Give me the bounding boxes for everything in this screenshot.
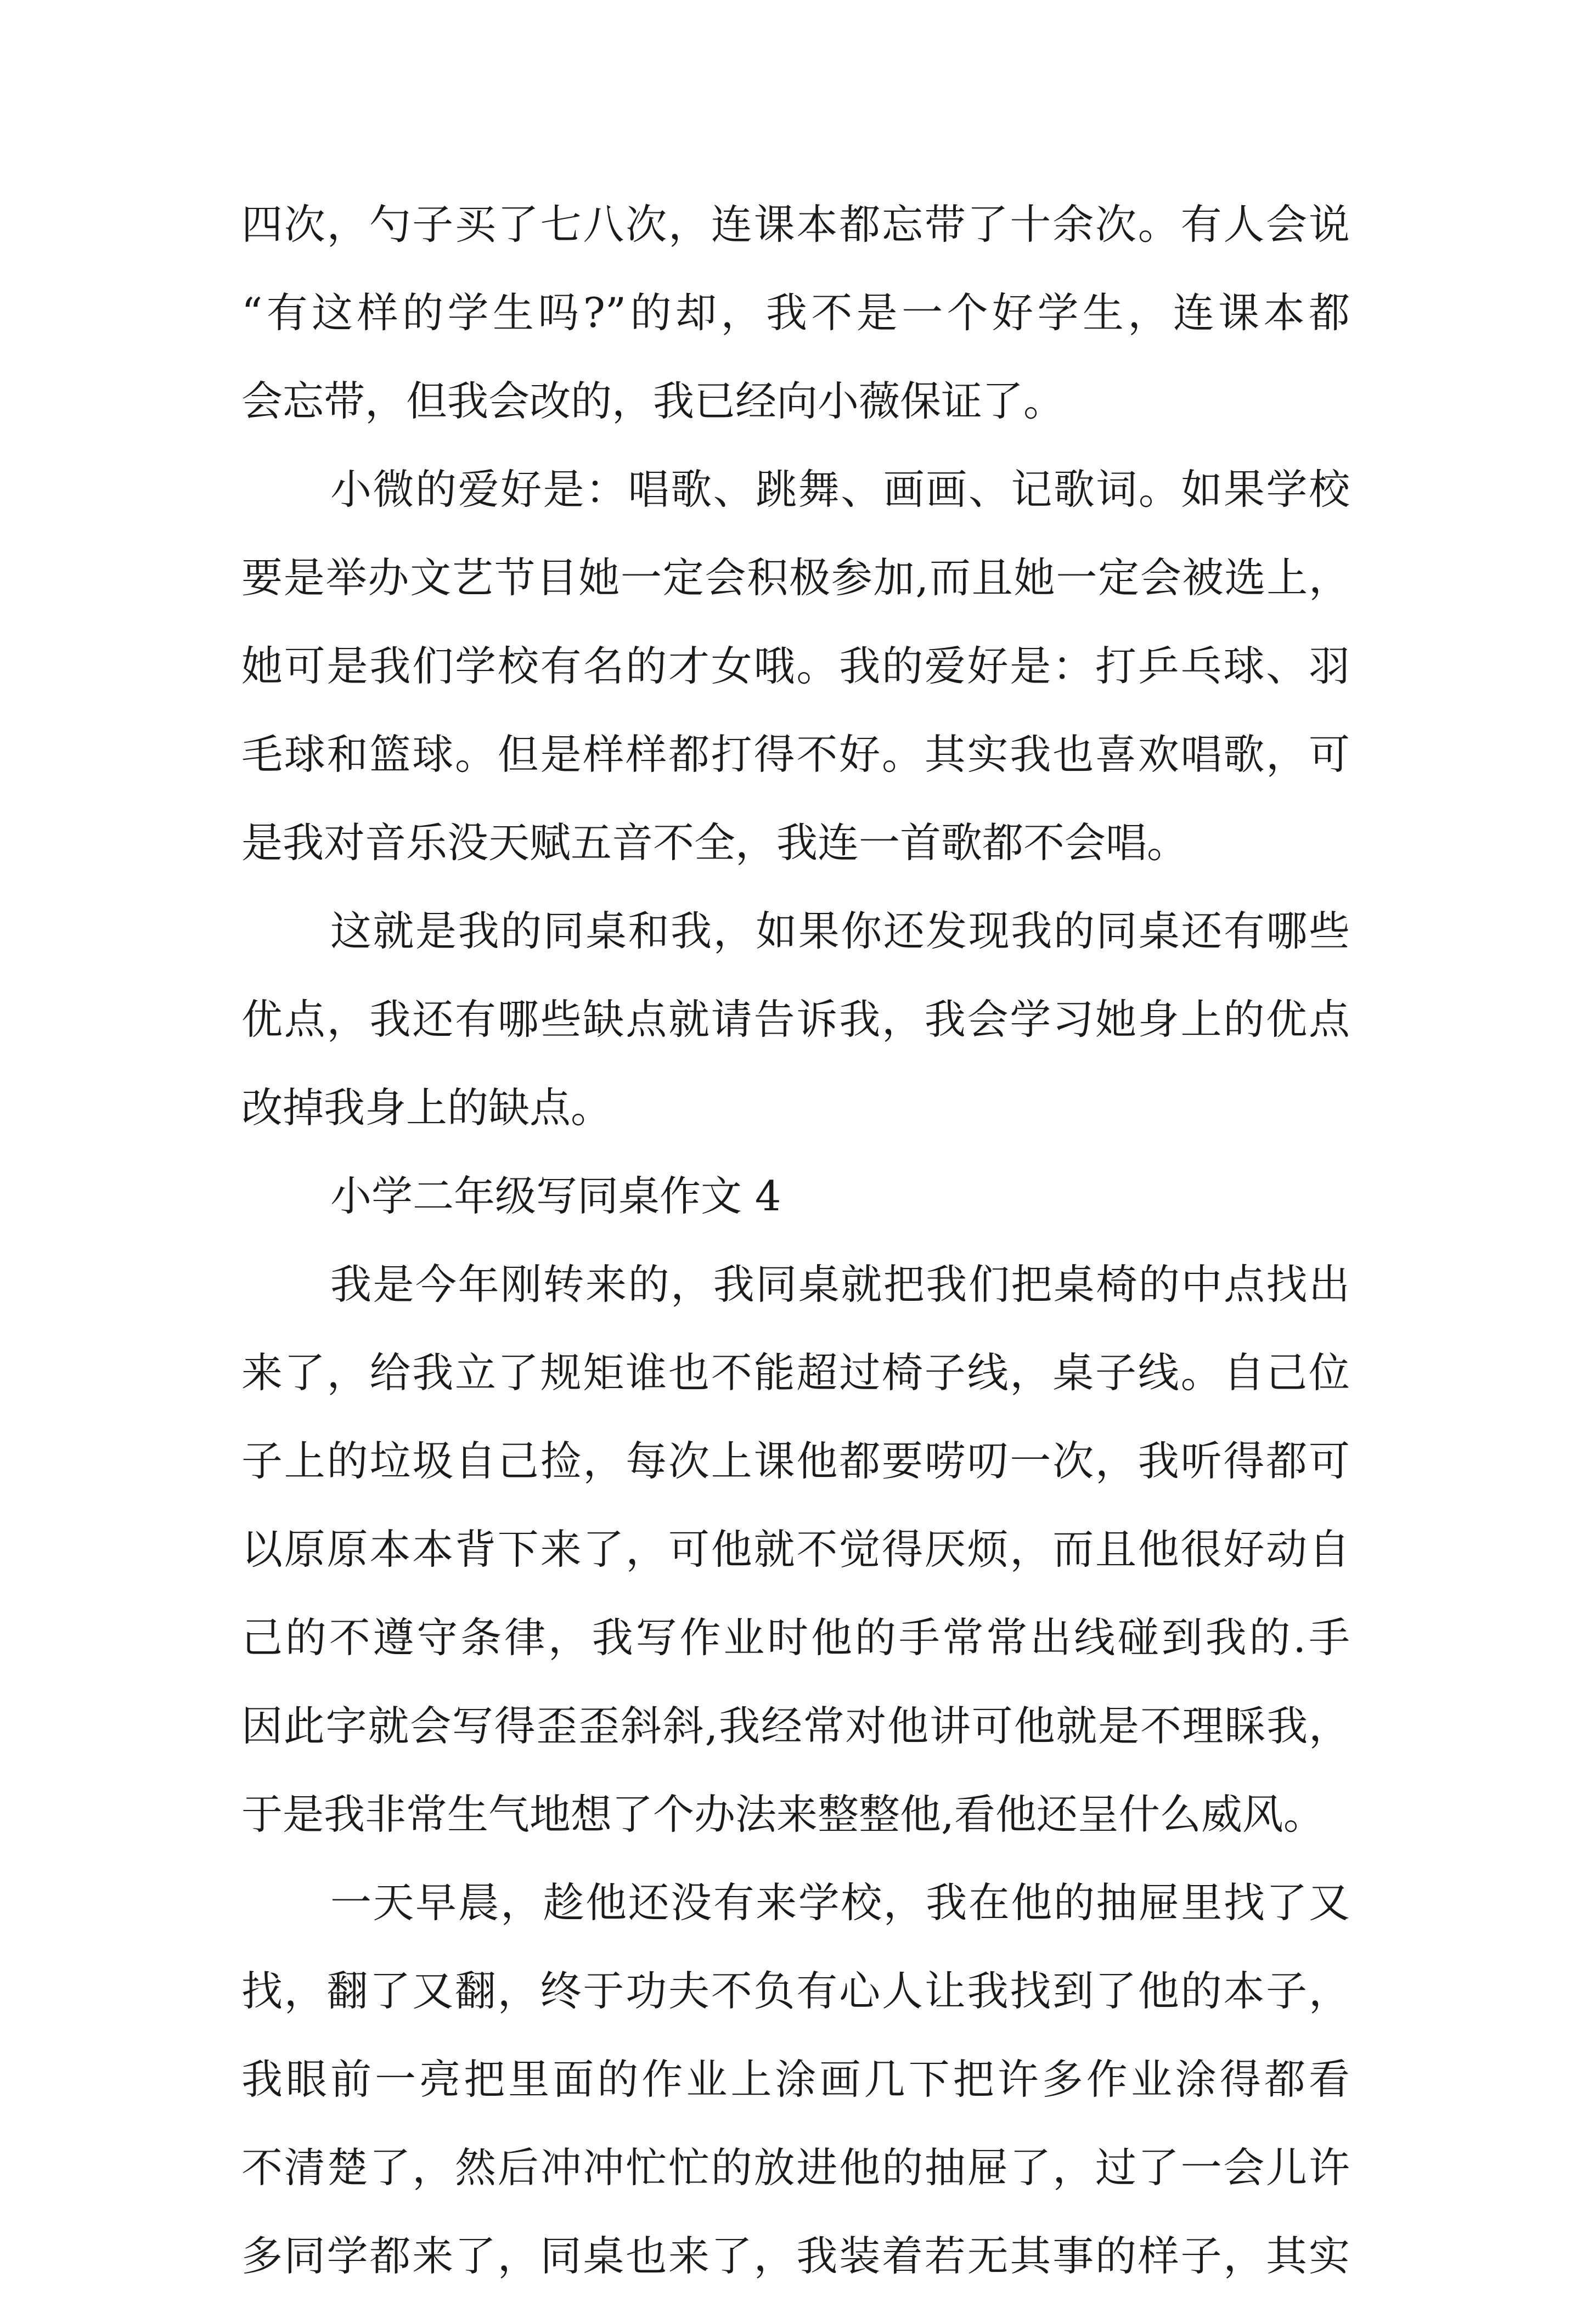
text-line: 于是我非常生气地想了个办法来整整他,看他还呈什么威风。 [241,1790,1325,1838]
text-line: 要是举办文艺节目她一定会积极参加,而且她一定会被选上， [241,554,1350,602]
text-line: 多同学都来了，同桌也来了，我装着若无其事的样子，其实 [241,2232,1350,2280]
document-body [241,200,1350,2324]
text-line: 这就是我的同桌和我，如果你还发现我的同桌还有哪些 [330,907,1350,955]
text-line: 己的不遵守条律，我写作业时他的手常常出线碰到我的.手 [241,1614,1350,1662]
text-line: 是我对音乐没天赋五音不全，我连一首歌都不会唱。 [241,819,1189,867]
text-line: 以原原本本背下来了，可他就不觉得厌烦，而且他很好动自 [241,1525,1350,1573]
text-line: 她可是我们学校有名的才女哦。我的爱好是：打乒乓球、羽 [241,642,1350,690]
text-line: 一天早晨，趁他还没有来学校，我在他的抽屉里找了又 [330,1879,1350,1927]
text-line: “有这样的学生吗?”的却，我不是一个好学生，连课本都 [241,289,1350,337]
section-heading: 小学二年级写同桌作文 4 [330,1172,781,1220]
text-line: 会忘带，但我会改的，我已经向小薇保证了。 [241,377,1065,425]
text-line: 我是今年刚转来的，我同桌就把我们把桌椅的中点找出 [330,1260,1350,1308]
text-line: 因此字就会写得歪歪斜斜,我经常对他讲可他就是不理睬我， [241,1702,1350,1750]
text-line: 不清楚了，然后冲冲忙忙的放进他的抽屉了，过了一会儿许 [241,2144,1350,2192]
text-line: 小微的爱好是：唱歌、跳舞、画画、记歌词。如果学校 [330,465,1350,514]
text-line: 子上的垃圾自己捡，每次上课他都要唠叨一次，我听得都可 [241,1437,1350,1485]
text-line: 找，翻了又翻，终于功夫不负有心人让我找到了他的本子， [241,1967,1350,2015]
text-line: 四次，勺子买了七八次，连课本都忘带了十余次。有人会说 [241,200,1350,249]
text-line: 优点，我还有哪些缺点就请告诉我，我会学习她身上的优点 [241,995,1350,1043]
text-line: 毛球和篮球。但是样样都打得不好。其实我也喜欢唱歌，可 [241,730,1350,779]
text-line: 来了，给我立了规矩谁也不能超过椅子线，桌子线。自己位 [241,1349,1350,1397]
text-line: 我眼前一亮把里面的作业上涂画几下把许多作业涂得都看 [241,2055,1350,2103]
text-line: 改掉我身上的缺点。 [241,1084,612,1132]
